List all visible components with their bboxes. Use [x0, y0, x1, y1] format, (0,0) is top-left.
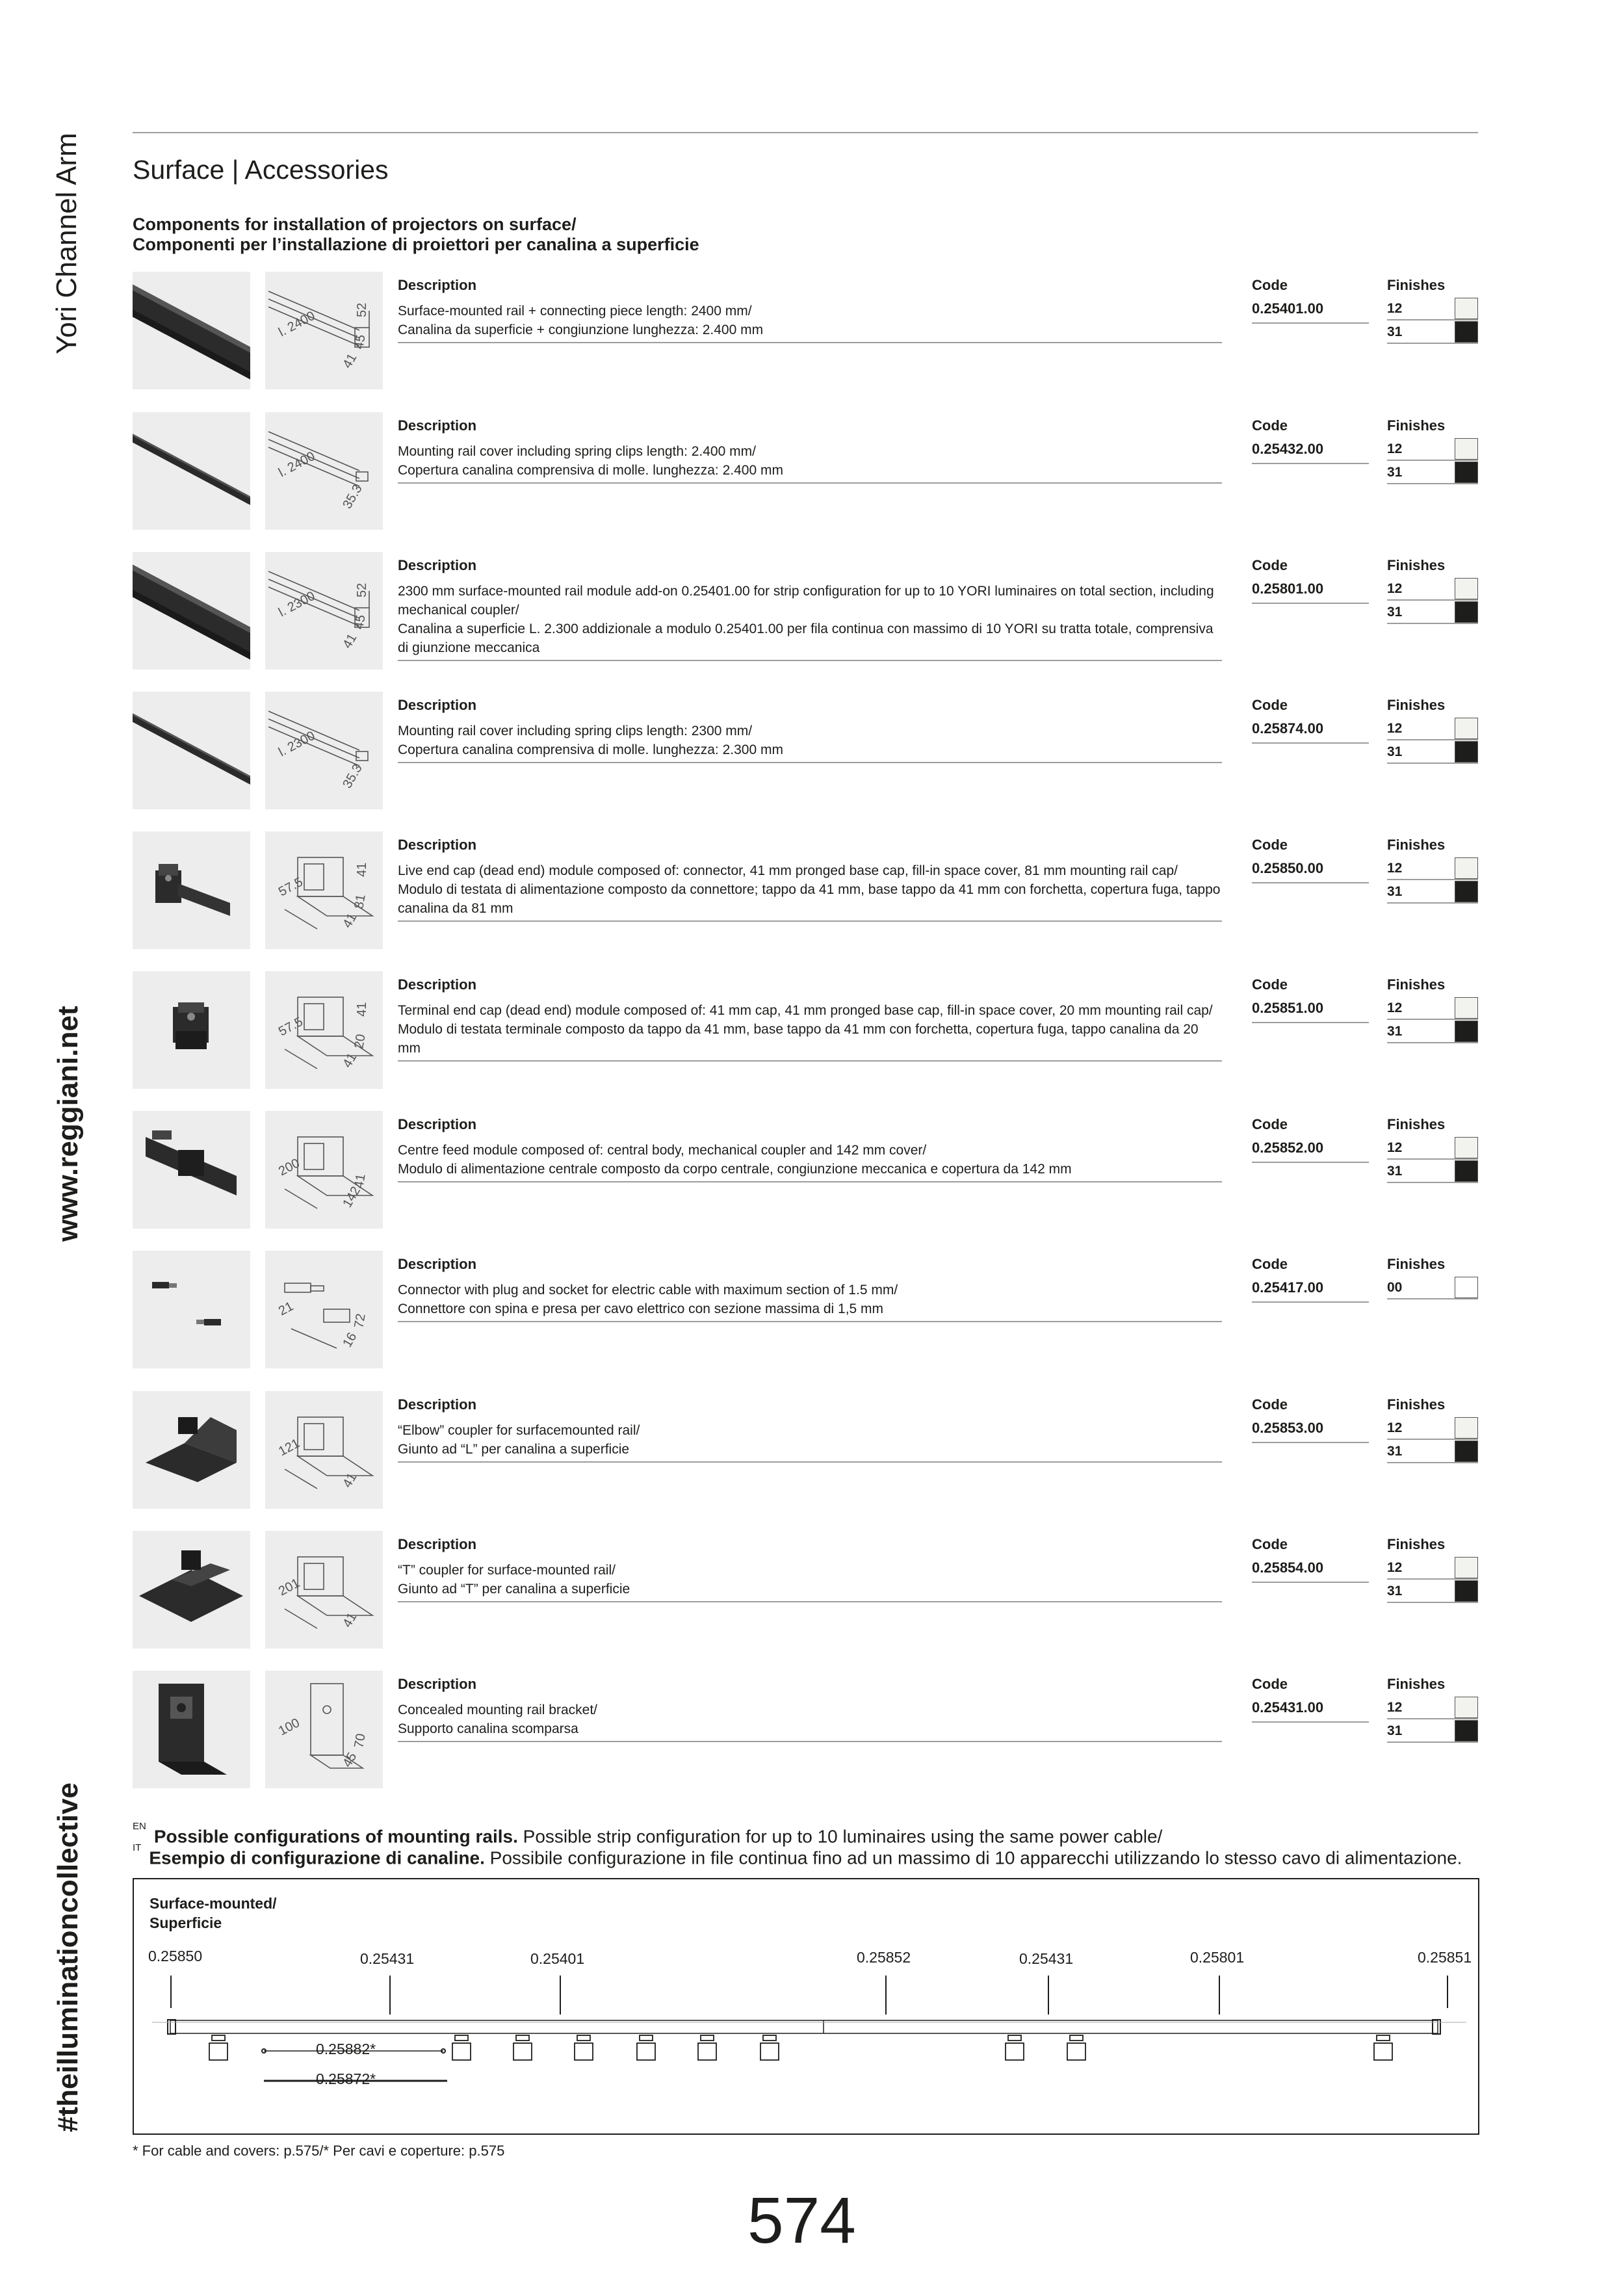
description-line: Connector with plug and socket for electric cable with maximum section of 1.5 mm/ — [398, 1283, 898, 1298]
config-text-it — [133, 1844, 1462, 1869]
product-row — [133, 272, 1478, 390]
product-photo — [133, 1111, 250, 1229]
finishes-heading: Finishes — [1387, 976, 1446, 993]
description-line: Giunto ad “L” per canalina a superficie — [398, 1442, 630, 1457]
product-row — [133, 831, 1478, 950]
lang-tag-en: EN — [133, 1821, 146, 1832]
code-heading: Code — [1252, 1396, 1288, 1413]
dimension-label: 45 — [352, 333, 369, 350]
product-photo — [133, 272, 250, 389]
dimension-label: 41 — [340, 1050, 360, 1071]
dimension-label: 57.5 — [276, 874, 305, 900]
description-heading: Description — [398, 277, 477, 293]
product-code: 0.25431.00 — [1252, 1699, 1369, 1723]
dimension-label: 100 — [276, 1715, 302, 1739]
config-code-rail-addon: 0.25801 — [1190, 1949, 1245, 1966]
product-code: 0.25401.00 — [1252, 300, 1369, 324]
product-row — [133, 692, 1478, 810]
product-technical-drawing — [265, 971, 383, 1089]
rail-diagram-drawing — [134, 1879, 1478, 2133]
product-photo — [133, 1531, 250, 1649]
finish-swatch — [1455, 1021, 1478, 1042]
finish-code: 00 — [1387, 1280, 1403, 1295]
description-line: Surface-mounted rail + connecting piece length: 2400 mm/ — [398, 304, 752, 319]
product-row — [133, 552, 1478, 670]
dimension-label: 20 — [352, 1033, 369, 1050]
product-photo — [133, 412, 250, 530]
finish-option — [1387, 1137, 1478, 1160]
product-description — [398, 442, 1222, 484]
product-code: 0.25801.00 — [1252, 581, 1369, 604]
finishes-heading: Finishes — [1387, 837, 1446, 853]
finishes-heading: Finishes — [1387, 1396, 1446, 1413]
product-code: 0.25853.00 — [1252, 1420, 1369, 1443]
product-technical-drawing — [265, 1111, 383, 1229]
code-heading: Code — [1252, 837, 1288, 853]
code-heading: Code — [1252, 557, 1288, 573]
finish-swatch — [1455, 1580, 1478, 1602]
product-photo — [133, 552, 250, 670]
product-technical-drawing — [265, 1531, 383, 1649]
code-heading: Code — [1252, 697, 1288, 713]
finish-swatch — [1455, 321, 1478, 343]
product-row — [133, 1531, 1478, 1649]
finish-code: 12 — [1387, 1420, 1403, 1435]
config-cover-code: 0.25872* — [316, 2070, 376, 2087]
product-row — [133, 1671, 1478, 1789]
dimension-label: 52 — [355, 582, 369, 597]
config-cable-code: 0.25882* — [316, 2041, 376, 2057]
description-line: Copertura canalina comprensiva di molle. lunghezza: 2.300 mm — [398, 742, 783, 757]
description-line: “T” coupler for surface-mounted rail/ — [398, 1563, 616, 1578]
finish-option — [1387, 1021, 1478, 1043]
description-line: Canalina a superficie L. 2.300 addizionale a modulo 0.25401.00 per fila continua con massimo di 10 YORI su tratta totale, comprensiva di giunzione meccanica — [398, 621, 1214, 655]
finish-code: 12 — [1387, 301, 1403, 316]
finish-swatch — [1455, 1441, 1478, 1462]
finish-code: 31 — [1387, 884, 1403, 899]
product-photo — [133, 692, 250, 809]
finish-code: 31 — [1387, 465, 1403, 480]
dimension-label: 142 — [340, 1184, 364, 1210]
config-code-bracket-2: 0.25431 — [1019, 1950, 1074, 1967]
dimension-label: 16 — [340, 1330, 360, 1350]
product-photo — [133, 1251, 250, 1368]
dimension-label: 41 — [355, 1002, 369, 1017]
description-line: Modulo di testata di alimentazione composto da connettore; tappo da 41 mm, base tappo da 41 mm con forchetta, copertura fuga, tappo canalina da 81 mm — [398, 882, 1221, 916]
description-line: Copertura canalina comprensiva di molle. lunghezza: 2.400 mm — [398, 463, 783, 478]
lang-tag-it: IT — [133, 1842, 142, 1853]
dimension-label: l. 2300 — [276, 588, 318, 620]
description-line: “Elbow” coupler for surfacemounted rail/ — [398, 1423, 640, 1438]
product-row — [133, 1111, 1478, 1229]
page-title: Surface | Accessories — [133, 155, 389, 185]
description-heading: Description — [398, 1676, 477, 1692]
finish-option — [1387, 1720, 1478, 1743]
finish-code: 31 — [1387, 1584, 1403, 1598]
product-row — [133, 1251, 1478, 1369]
finish-option — [1387, 578, 1478, 601]
dimension-label: l. 2300 — [276, 728, 318, 760]
product-description — [398, 861, 1222, 922]
description-line: Giunto ad “T” per canalina a superficie — [398, 1582, 630, 1597]
finishes-heading: Finishes — [1387, 1116, 1446, 1132]
finish-option — [1387, 1697, 1478, 1719]
finish-code: 31 — [1387, 1444, 1403, 1459]
finish-swatch — [1455, 578, 1478, 599]
product-technical-drawing — [265, 831, 383, 949]
product-row — [133, 412, 1478, 530]
code-heading: Code — [1252, 976, 1288, 993]
dimension-label: 35.3 — [340, 482, 365, 512]
product-code: 0.25851.00 — [1252, 1000, 1369, 1023]
description-heading: Description — [398, 1116, 477, 1132]
finish-swatch — [1455, 1697, 1478, 1718]
diagram-title-en: Surface-mounted/ — [149, 1895, 277, 1912]
finish-swatch — [1455, 718, 1478, 739]
config-code-bracket-1: 0.25431 — [360, 1950, 415, 1967]
finish-code: 12 — [1387, 441, 1403, 456]
dimension-label: 41 — [352, 1173, 369, 1190]
finishes-heading: Finishes — [1387, 1536, 1446, 1552]
product-family-label: Yori Channel Arm — [51, 133, 83, 354]
dimension-label: 41 — [355, 862, 369, 877]
description-heading: Description — [398, 1256, 477, 1272]
code-heading: Code — [1252, 1676, 1288, 1692]
dimension-label: 21 — [276, 1299, 296, 1319]
subtitle-it: Componenti per l’installazione di proiettori per canalina a superficie — [133, 235, 699, 254]
dimension-label: 52 — [355, 302, 369, 317]
config-heading-it: Esempio di configurazione di canaline. — [149, 1847, 485, 1868]
dimension-label: 35.3 — [340, 761, 365, 791]
description-line: Live end cap (dead end) module composed of: connector, 41 mm pronged base cap, fill-in space cover, 81 mm mounting rail cap/ — [398, 863, 1178, 878]
finish-swatch — [1455, 1557, 1478, 1578]
diagram-title-it: Superficie — [149, 1914, 222, 1931]
product-technical-drawing — [265, 552, 383, 670]
hashtag-label: #theilluminationcollective — [52, 1782, 84, 2132]
configuration-diagram — [133, 1878, 1479, 2135]
dimension-label: 41 — [340, 911, 360, 931]
dimension-label: 70 — [352, 1732, 369, 1749]
finish-swatch — [1455, 438, 1478, 460]
config-code-centre-feed: 0.25852 — [857, 1949, 911, 1966]
description-line: Terminal end cap (dead end) module composed of: 41 mm cap, 41 mm pronged base cap, fill-in space cover, 20 mm mounting rail cap/ — [398, 1003, 1213, 1018]
product-description — [398, 1701, 1222, 1742]
finish-option — [1387, 1277, 1478, 1299]
finish-swatch — [1455, 601, 1478, 623]
product-code: 0.25850.00 — [1252, 860, 1369, 883]
product-technical-drawing — [265, 272, 383, 389]
product-photo — [133, 831, 250, 949]
finish-option — [1387, 881, 1478, 904]
finish-option — [1387, 741, 1478, 764]
description-line: Modulo di testata terminale composto da tappo da 41 mm, base tappo da 41 mm con forchetta, copertura fuga, tappo canalina da 20 mm — [398, 1022, 1199, 1056]
finish-swatch — [1455, 997, 1478, 1019]
finish-code: 31 — [1387, 744, 1403, 759]
product-code: 0.25432.00 — [1252, 441, 1369, 464]
description-line: Supporto canalina scomparsa — [398, 1721, 578, 1736]
code-heading: Code — [1252, 417, 1288, 434]
finish-option — [1387, 1557, 1478, 1580]
code-heading: Code — [1252, 1256, 1288, 1272]
config-heading-en: Possible configurations of mounting rails. — [153, 1826, 518, 1847]
finish-code: 31 — [1387, 1723, 1403, 1738]
finish-option — [1387, 857, 1478, 880]
finish-code: 12 — [1387, 1000, 1403, 1015]
code-heading: Code — [1252, 277, 1288, 293]
finish-swatch — [1455, 1417, 1478, 1439]
description-line: Mounting rail cover including spring clips length: 2.400 mm/ — [398, 444, 756, 459]
description-line: 2300 mm surface-mounted rail module add-on 0.25401.00 for strip configuration for up to 10 YORI luminaires on total section, including mechanical coupler/ — [398, 584, 1214, 618]
product-code: 0.25854.00 — [1252, 1559, 1369, 1583]
footnote: * For cable and covers: p.575/* Per cavi e coperture: p.575 — [133, 2143, 505, 2159]
finish-option — [1387, 438, 1478, 461]
finish-code: 31 — [1387, 605, 1403, 620]
finish-swatch — [1455, 857, 1478, 879]
finish-code: 31 — [1387, 1024, 1403, 1039]
product-technical-drawing — [265, 1251, 383, 1368]
description-line: Canalina da superficie + congiunzione lunghezza: 2.400 mm — [398, 322, 764, 337]
section-subtitle — [133, 215, 699, 255]
finish-swatch — [1455, 462, 1478, 483]
header-divider — [133, 132, 1478, 133]
finish-code: 12 — [1387, 1140, 1403, 1155]
config-code-rail: 0.25401 — [530, 1950, 585, 1967]
finish-swatch — [1455, 741, 1478, 763]
finish-code: 31 — [1387, 1164, 1403, 1179]
dimension-label: 121 — [276, 1436, 302, 1459]
product-technical-drawing — [265, 692, 383, 809]
finish-code: 12 — [1387, 581, 1403, 596]
product-technical-drawing — [265, 1671, 383, 1788]
product-code: 0.25417.00 — [1252, 1279, 1369, 1303]
page-number: 574 — [747, 2184, 856, 2257]
finish-option — [1387, 1417, 1478, 1440]
finish-code: 12 — [1387, 721, 1403, 736]
finish-swatch — [1455, 881, 1478, 902]
finish-option — [1387, 997, 1478, 1020]
finishes-heading: Finishes — [1387, 277, 1446, 293]
description-line: Centre feed module composed of: central body, mechanical coupler and 142 mm cover/ — [398, 1143, 927, 1158]
product-photo — [133, 1671, 250, 1788]
description-line: Concealed mounting rail bracket/ — [398, 1702, 598, 1717]
description-heading: Description — [398, 976, 477, 993]
finish-swatch — [1455, 1137, 1478, 1158]
dimension-label: 41 — [340, 351, 360, 371]
website-label[interactable]: www.reggiani.net — [52, 1006, 84, 1242]
finish-option — [1387, 1441, 1478, 1463]
finish-option — [1387, 321, 1478, 344]
product-technical-drawing — [265, 1391, 383, 1509]
product-code: 0.25874.00 — [1252, 720, 1369, 744]
product-photo — [133, 971, 250, 1089]
product-code: 0.25852.00 — [1252, 1140, 1369, 1163]
product-description — [398, 1001, 1222, 1062]
dimension-label: 81 — [352, 893, 369, 910]
product-technical-drawing — [265, 412, 383, 530]
finish-swatch — [1455, 1720, 1478, 1742]
description-heading: Description — [398, 557, 477, 573]
dimension-label: 45 — [352, 614, 369, 631]
product-row — [133, 1391, 1478, 1509]
finish-code: 12 — [1387, 1560, 1403, 1575]
product-description — [398, 582, 1222, 661]
product-row — [133, 971, 1478, 1089]
description-line: Connettore con spina e presa per cavo elettrico con sezione massima di 1,5 mm — [398, 1301, 884, 1316]
code-heading: Code — [1252, 1116, 1288, 1132]
finish-swatch — [1455, 1277, 1478, 1298]
config-body-it: Possibile configurazione in file continua fino ad un massimo di 10 apparecchi utilizzando lo stesso cavo di alimentazione. — [484, 1847, 1462, 1868]
dimension-label: 45 — [340, 1750, 360, 1770]
config-code-live-end: 0.25850 — [148, 1948, 203, 1964]
product-description — [398, 1421, 1222, 1463]
finish-option — [1387, 298, 1478, 320]
dimension-label: 72 — [352, 1312, 369, 1329]
description-line: Mounting rail cover including spring clips length: 2300 mm/ — [398, 724, 753, 738]
finish-option — [1387, 1160, 1478, 1183]
dimension-label: 57.5 — [276, 1014, 305, 1039]
finishes-heading: Finishes — [1387, 1256, 1446, 1272]
description-heading: Description — [398, 1536, 477, 1552]
config-body-en: Possible strip configuration for up to 10 luminaires using the same power cable/ — [517, 1826, 1163, 1847]
dimension-label: l. 2400 — [276, 449, 318, 480]
dimension-label: l. 2400 — [276, 308, 318, 340]
finish-code: 12 — [1387, 861, 1403, 876]
finish-option — [1387, 601, 1478, 624]
product-description — [398, 1281, 1222, 1322]
finishes-heading: Finishes — [1387, 1676, 1446, 1692]
product-description — [398, 302, 1222, 343]
finishes-heading: Finishes — [1387, 697, 1446, 713]
dimension-label: 201 — [276, 1576, 302, 1599]
finish-option — [1387, 462, 1478, 484]
dimension-label: 200 — [276, 1156, 302, 1179]
finishes-heading: Finishes — [1387, 557, 1446, 573]
finish-option — [1387, 718, 1478, 740]
description-heading: Description — [398, 697, 477, 713]
finish-swatch — [1455, 298, 1478, 319]
description-heading: Description — [398, 417, 477, 434]
product-description — [398, 1561, 1222, 1602]
product-description — [398, 722, 1222, 763]
product-description — [398, 1141, 1222, 1182]
dimension-label: 41 — [340, 631, 360, 651]
dimension-label: 41 — [340, 1610, 360, 1630]
finish-code: 12 — [1387, 1700, 1403, 1715]
finish-code: 31 — [1387, 324, 1403, 339]
description-heading: Description — [398, 1396, 477, 1413]
subtitle-en: Components for installation of projectors on surface/ — [133, 215, 577, 234]
dimension-label: 41 — [340, 1470, 360, 1491]
config-code-terminal-end: 0.25851 — [1418, 1949, 1472, 1966]
description-heading: Description — [398, 837, 477, 853]
code-heading: Code — [1252, 1536, 1288, 1552]
finishes-heading: Finishes — [1387, 417, 1446, 434]
product-photo — [133, 1391, 250, 1509]
finish-option — [1387, 1580, 1478, 1603]
description-line: Modulo di alimentazione centrale composto da corpo centrale, congiunzione meccanica e copertura da 142 mm — [398, 1162, 1072, 1177]
finish-swatch — [1455, 1160, 1478, 1182]
